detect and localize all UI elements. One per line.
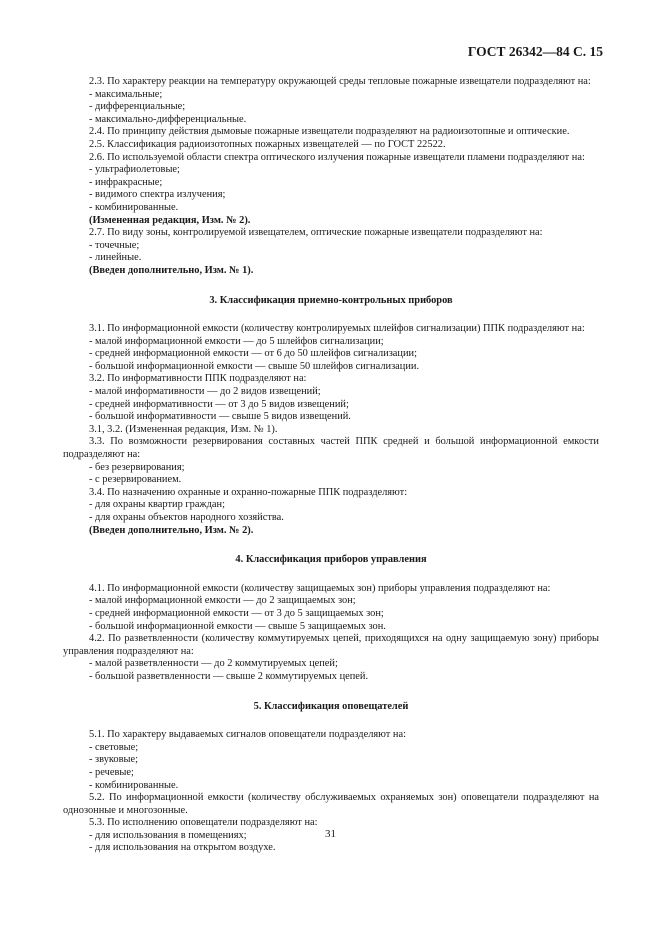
- paragraph: 3.1, 3.2. (Измененная редакция, Изм. № 1).: [89, 423, 278, 435]
- list-item: - комбинированные.: [89, 779, 179, 791]
- list-item: - для использования в помещениях;: [89, 829, 247, 841]
- document-body: [63, 76, 599, 855]
- paragraph: 2.3. По характеру реакции на температуру окружающей среды тепловые пожарные извещатели подразделяют на:: [89, 76, 591, 87]
- paragraph: 3.1. По информационной емкости (количеству контролируемых шлейфов сигнализации) ППК подразделяют на:: [89, 323, 585, 335]
- list-item: - для охраны объектов народного хозяйства.: [89, 512, 284, 523]
- list-item: - малой информативности — до 2 видов извещений;: [89, 386, 321, 398]
- list-item: - максимальные;: [89, 88, 163, 100]
- list-item: - дифференциальные;: [89, 101, 186, 113]
- section-heading: 4. Классификация приборов управления: [235, 554, 427, 566]
- list-item: - большой информационной емкости — свыше 50 шлейфов сигнализации.: [89, 360, 420, 372]
- list-item: - большой информативности — свыше 5 видов извещений.: [89, 411, 351, 423]
- amendment-note: (Введен дополнительно, Изм. № 1).: [89, 264, 254, 276]
- paragraph: 3.3. По возможности резервирования составных частей ППК средней и большой информационной емкости подразделяют на:: [63, 436, 599, 461]
- paragraph: 4.2. По разветвленности (количеству коммутируемых цепей, приходящихся на одну защищаемую зону) приборы управления подразделяют на:: [63, 633, 599, 657]
- list-item: - без резервирования;: [89, 461, 185, 473]
- list-item: - малой разветвленности — до 2 коммутируемых цепей;: [89, 658, 338, 670]
- list-item: - большой информационной емкости — свыше 5 защищаемых зон.: [89, 620, 386, 632]
- page-number: 31: [325, 828, 336, 840]
- page-header: ГОСТ 26342—84 С. 15: [467, 44, 603, 59]
- list-item: - звуковые;: [89, 754, 139, 766]
- paragraph: 5.1. По характеру выдаваемых сигналов оповещатели подразделяют на:: [89, 729, 406, 741]
- amendment-note: (Измененная редакция, Изм. № 2).: [89, 214, 251, 226]
- list-item: - речевые;: [89, 766, 134, 778]
- section-heading: 5. Классификация оповещателей: [253, 700, 409, 712]
- list-item: - большой разветвленности — свыше 2 коммутируемых цепей.: [89, 670, 369, 682]
- paragraph: 2.5. Классификация радиоизотопных пожарных извещателей — по ГОСТ 22522.: [89, 138, 446, 150]
- list-item: - малой информационной емкости — до 2 защищаемых зон;: [89, 595, 356, 607]
- list-item: - средней информативности — от 3 до 5 видов извещений;: [89, 398, 349, 410]
- section-heading: 3. Классификация приемно-контрольных приборов: [209, 294, 453, 306]
- paragraph: 3.2. По информативности ППК подразделяют на:: [89, 373, 307, 385]
- paragraph: 2.4. По принципу действия дымовые пожарные извещатели подразделяют на радиоизотопные и оптические.: [89, 126, 570, 138]
- list-item: - инфракрасные;: [89, 176, 163, 188]
- list-item: - для охраны квартир граждан;: [89, 499, 225, 511]
- list-item: - средней информационной емкости — от 6 до 50 шлейфов сигнализации;: [89, 348, 417, 360]
- list-item: - средней информационной емкости — от 3 до 5 защищаемых зон;: [89, 607, 384, 619]
- list-item: - малой информационной емкости — до 5 шлейфов сигнализации;: [89, 335, 384, 347]
- paragraph: 5.3. По исполнению оповещатели подразделяют на:: [89, 817, 318, 829]
- paragraph: 4.1. По информационной емкости (количеству защищаемых зон) приборы управления подразделяют на:: [89, 582, 551, 594]
- list-item: - видимого спектра излучения;: [89, 189, 226, 201]
- list-item: - точечные;: [89, 239, 140, 251]
- list-item: - ультрафиолетовые;: [89, 164, 180, 176]
- list-item: - для использования на открытом воздухе.: [89, 842, 276, 854]
- list-item: - комбинированные.: [89, 201, 179, 213]
- paragraph: 5.2. По информационной емкости (количеству обслуживаемых охраняемых зон) оповещатели подразделяют на однозонные и многозонные.: [63, 792, 599, 816]
- list-item: - линейные.: [89, 252, 142, 264]
- list-item: - световые;: [89, 741, 139, 753]
- list-item: - с резервированием.: [89, 474, 182, 486]
- paragraph: 2.6. По используемой области спектра оптического излучения пожарные извещатели пламени подразделяют на:: [89, 151, 585, 163]
- amendment-note: (Введен дополнительно, Изм. № 2).: [89, 524, 254, 536]
- paragraph: 3.4. По назначению охранные и охранно-пожарные ППК подразделяют:: [89, 486, 408, 498]
- paragraph: 2.7. По виду зоны, контролируемой извещателем, оптические пожарные извещатели подразделяют на:: [89, 227, 543, 239]
- list-item: - максимально-дифференциальные.: [89, 113, 247, 125]
